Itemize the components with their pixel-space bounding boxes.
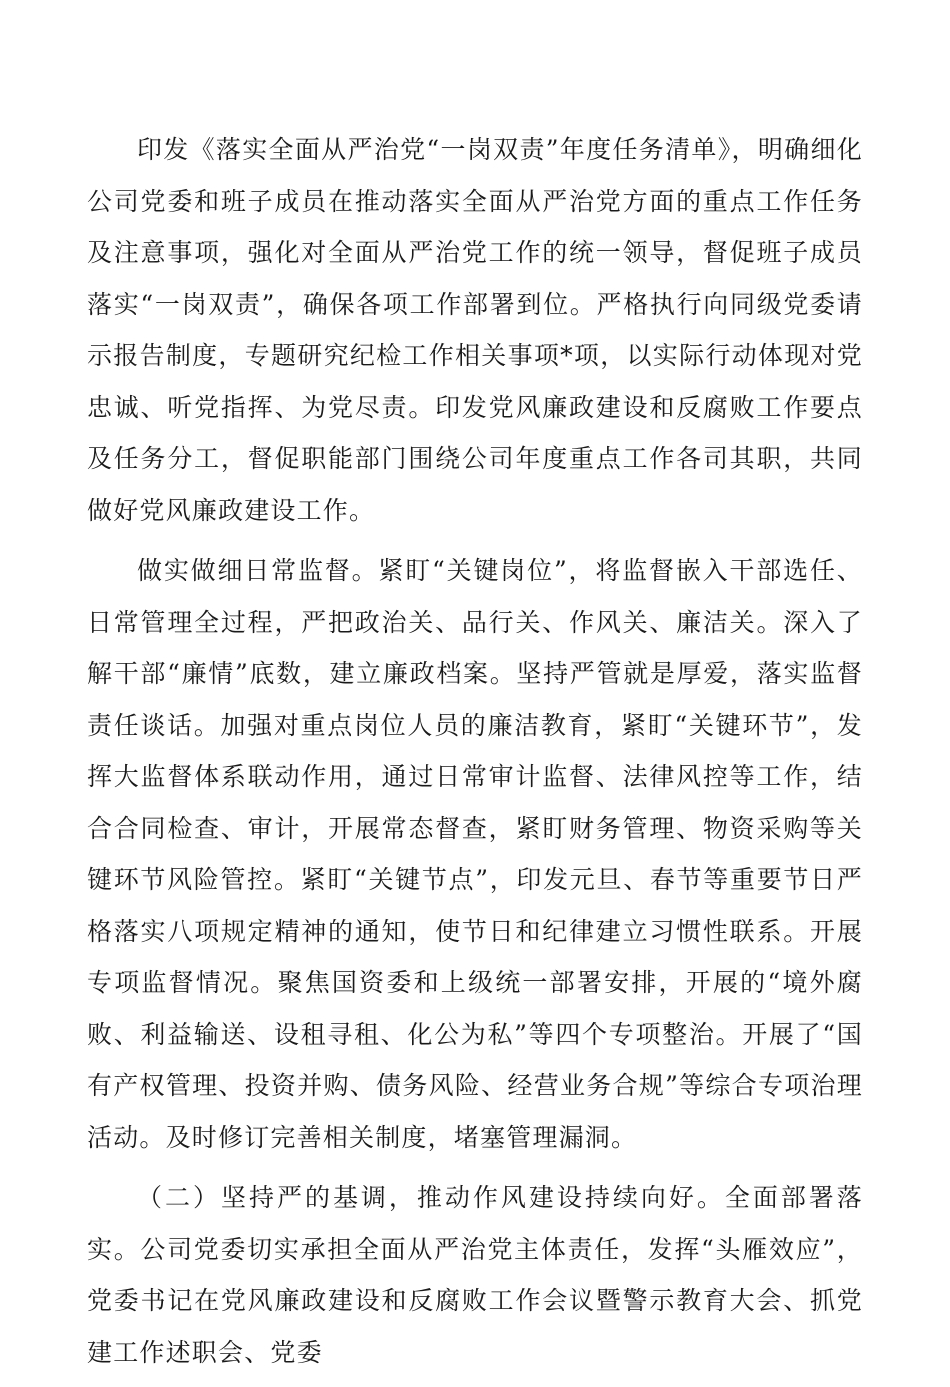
paragraph-task-list: 印发《落实全面从严治党“一岗双责”年度任务清单》，明确细化公司党委和班子成员在推动落实全面从严治党方面的重点工作任务及注意事项，强化对全面从严治党工作的统一领导，督促班子成员落实“一岗双责”，确保各项工作部署到位。严格执行向同级党委请示报告制度，专题研究纪检工作相关事项*项，以实际行动体现对党忠诚、听党指挥、为党尽责。印发党风廉政建设和反腐败工作要点及任务分工，督促职能部门围绕公司年度重点工作各司其职，共同做好党风廉政建设工作。 bbox=[87, 135, 863, 525]
document-body bbox=[87, 124, 863, 1387]
paragraph-daily-supervision: 做实做细日常监督。紧盯“关键岗位”，将监督嵌入干部选任、日常管理全过程，严把政治关、品行关、作风关、廉洁关。深入了解干部“廉情”底数，建立廉政档案。坚持严管就是厚爱，落实监督责任谈话。加强对重点岗位人员的廉洁教育，紧盯“关键环节”，发挥大监督体系联动作用，通过日常审计监督、法律风控等工作，结合合同检查、审计，开展常态督查，紧盯财务管理、物资采购等关键环节风险管控。紧盯“关键节点”，印发元旦、春节等重要节日严格落实八项规定精神的通知，使节日和纪律建立习惯性联系。开展专项监督情况。聚焦国资委和上级统一部署安排，开展的“境外腐败、利益输送、设租寻租、化公为私”等四个专项整治。开展了“国有产权管理、投资并购、债务风险、经营业务合规”等综合专项治理活动。及时修订完善相关制度，堵塞管理漏洞。 bbox=[87, 556, 863, 1152]
paragraph-style-construction: （二）坚持严的基调，推动作风建设持续向好。全面部署落实。公司党委切实承担全面从严治党主体责任，发挥“头雁效应”，党委书记在党风廉政建设和反腐败工作会议暨警示教育大会、抓党建工作述职会、党委 bbox=[87, 1183, 863, 1367]
